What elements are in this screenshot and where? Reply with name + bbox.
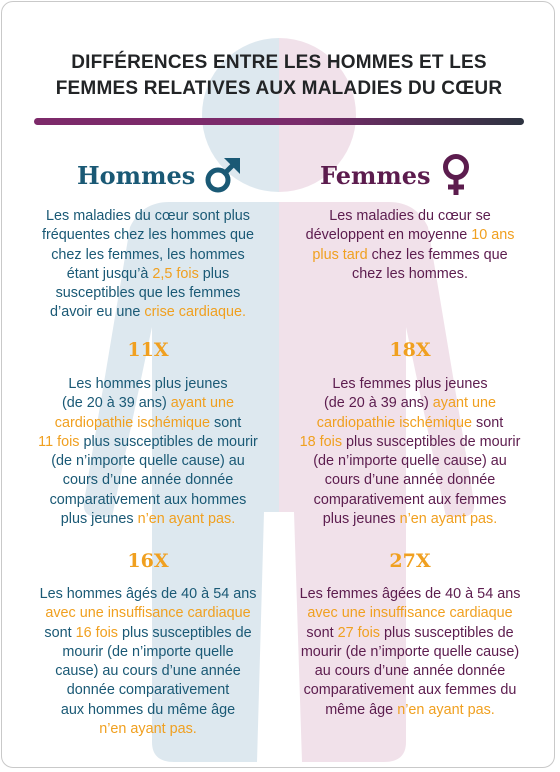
title-divider [34, 118, 524, 125]
text-line: comparativement aux femmes du [303, 682, 517, 699]
page-title-line-2: FEMMES RELATIVES AUX MALADIES DU CŒUR [55, 78, 503, 99]
text-line: donnée comparativement [66, 682, 230, 699]
women-multiplier-2: 27X [389, 550, 431, 572]
text-line: Les femmes plus jeunes [332, 376, 488, 392]
text-line: cardiopathie ischémique sont [316, 414, 504, 431]
text-line: avec une insuffisance cardiaque [45, 605, 251, 622]
infographic-card [1, 1, 555, 768]
text-line: Les hommes âgés de 40 à 54 ans [39, 586, 257, 602]
text-line: cours d’une année donnée [324, 472, 496, 489]
text-line: Les femmes âgées de 40 à 54 ans [299, 586, 521, 602]
men-block-2 [12, 375, 284, 529]
text-line: au cours d’une année donnée [314, 663, 506, 680]
men-heading [77, 152, 243, 198]
text-line: comparativement aux hommes [49, 491, 247, 508]
text-line: plus jeunes n’en ayant pas. [322, 511, 498, 528]
text-line: cause) au cours d’une année [55, 663, 241, 680]
text-line: mourir (de n’importe quelle cause) [300, 643, 520, 660]
text-line: Les maladies du cœur sont plus [46, 208, 250, 224]
women-multiplier-1: 18X [389, 339, 431, 361]
text-line: n’en ayant pas. [99, 721, 197, 738]
text-line: sont 27 fois plus susceptibles de [306, 624, 514, 641]
text-line: chez les femmes, les hommes [51, 246, 245, 263]
text-line: cardiopathie ischémique sont [54, 414, 242, 431]
text-line: 11 fois plus susceptibles de mourir [38, 433, 258, 450]
text-line: développent en moyenne 10 ans [305, 227, 515, 244]
text-line: (de 20 à 39 ans) ayant une [61, 395, 235, 412]
women-block-2 [274, 375, 546, 529]
text-line: plus jeunes n’en ayant pas. [60, 511, 236, 528]
men-block-1 [22, 207, 274, 323]
women-block-1 [284, 207, 536, 284]
text-line: Les hommes plus jeunes [68, 376, 228, 392]
women-heading-label: Femmes [320, 160, 431, 190]
men-multiplier-1: 11X [127, 339, 169, 361]
text-line: comparativement aux femmes [313, 491, 507, 508]
women-block-3 [274, 585, 546, 720]
page-title-line-1: DIFFÉRENCES ENTRE LES HOMMES ET LES [71, 52, 487, 73]
text-line: chez les hommes. [352, 265, 468, 282]
men-multiplier-2: 16X [127, 550, 169, 572]
text-line: cours d’une année donnée [62, 472, 234, 489]
text-line: (de n’importe quelle cause) au [313, 453, 507, 470]
text-line: même âge n’en ayant pas. [325, 701, 495, 718]
text-line: (de n’importe quelle cause) au [51, 453, 245, 470]
text-line: d’avoir eu une crise cardiaque. [50, 304, 246, 321]
text-line: sont 16 fois plus susceptibles de [44, 624, 252, 641]
text-line: 18 fois plus susceptibles de mourir [299, 433, 521, 450]
text-line: susceptibles que les femmes [55, 285, 241, 302]
text-line: fréquentes chez les hommes que [42, 227, 254, 244]
text-line: avec une insuffisance cardiaque [307, 605, 513, 622]
men-heading-label: Hommes [77, 160, 196, 190]
female-symbol-icon [439, 153, 473, 197]
text-line: Les maladies du cœur se [329, 208, 491, 224]
women-heading [320, 152, 473, 198]
men-block-3 [12, 585, 284, 739]
text-line: plus tard chez les femmes que [312, 246, 508, 263]
text-line: mourir (de n’importe quelle [62, 643, 234, 660]
text-line: aux hommes du même âge [60, 701, 236, 718]
text-line: étant jusqu’à 2,5 fois plus [66, 265, 230, 282]
male-symbol-icon [203, 155, 243, 195]
text-line: (de 20 à 39 ans) ayant une [323, 395, 497, 412]
